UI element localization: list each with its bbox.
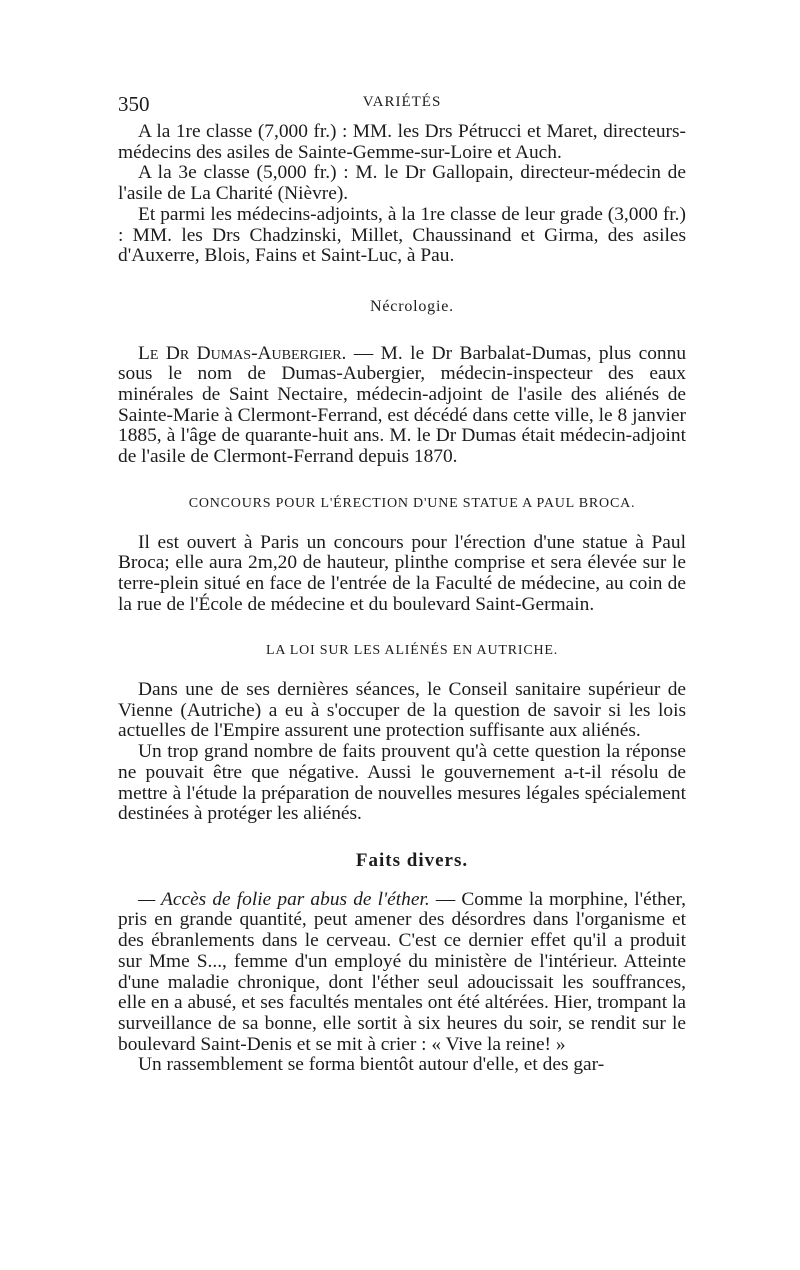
necrologie-name: Le Dr Dumas-Aubergier.: [138, 342, 347, 364]
page-number: 350: [118, 92, 150, 116]
faits-paragraph-1: [118, 890, 686, 1056]
faits-paragraph-2: Un rassemblement se forma bientôt autour d'elle, et des gar-: [138, 1054, 605, 1076]
faits-heading: — Accès de folie par abus de l'éther.: [138, 888, 430, 910]
promotion-paragraph-1: A la 1re classe (7,000 fr.) : MM. les Drs Pétrucci et Maret, directeurs-médecins des asiles de Sainte-Gemme-sur-Loire et Auch.: [118, 121, 686, 163]
page-header: [118, 92, 686, 116]
faits-text: — Comme la morphine, l'éther, pris en grande quantité, peut amener des désordres dans l'organisme et des ébranlements dans le cerveau. C'est ce dernier effet qu'il a produit sur Mme S..., femme d'un employé du ministère de l'intérieur. Atteinte d'une maladie chronique, dont l'éther seul adoucissait les souffrances, elle en a abusé, et ses facultés mentales ont été altérées. Hier, trompant la surveillance de sa bonne, elle sortit à six heures du soir, se rendit sur le boulevard Saint-Denis et se mit à crier : « Vive la reine! »: [118, 888, 686, 1055]
promotion-paragraph-2: A la 3e classe (5,000 fr.) : M. le Dr Gallopain, directeur-médecin de l'asile de La Charité (Nièvre).: [118, 162, 686, 205]
loi-paragraph-2: Un trop grand nombre de faits prouvent qu'à cette question la réponse ne pouvait être que négative. Aussi le gouvernement a-t-il résolu de mettre à l'étude la préparation de nouvelles mesures légales spécialement destinées à protéger les aliénés.: [118, 741, 686, 825]
page-body: [118, 122, 686, 1076]
necrologie-paragraph: [118, 344, 686, 468]
loi-paragraph-1: Dans une de ses dernières séances, le Conseil sanitaire supérieur de Vienne (Autriche) a eu à s'occuper de la question de savoir si les lois actuelles de l'Empire assurent une protection suffisante aux aliénés.: [118, 679, 686, 742]
necrologie-title: Nécrologie.: [370, 297, 454, 315]
promotion-paragraph-3: Et parmi les médecins-adjoints, à la 1re classe de leur grade (3,000 fr.) : MM. les Drs Chadzinski, Millet, Chaussinand et Girma, des asiles d'Auxerre, Blois, Fains et Saint-Luc, à Pau.: [118, 203, 686, 267]
loi-title: LA LOI SUR LES ALIÉNÉS EN AUTRICHE.: [265, 643, 559, 659]
running-head: VARIÉTÉS: [362, 94, 442, 110]
concours-paragraph: Il est ouvert à Paris un concours pour l'érection d'une statue à Paul Broca; elle aura 2m,20 de hauteur, plinthe comprise et sera élevée sur le terre-plein situé en face de l'entrée de la Faculté de médecine, au coin de la rue de l'École de médecine et du boulevard Saint-Germain.: [118, 531, 686, 615]
concours-title: CONCOURS POUR L'ÉRECTION D'UNE STATUE A PAUL BROCA.: [188, 495, 636, 511]
necrologie-text: — M. le Dr Barbalat-Dumas, plus connu sous le nom de Dumas-Aubergier, médecin-inspecteur des eaux minérales de Saint Nectaire, médecin-adjoint de l'asile des aliénés de Sainte-Marie à Clermont-Ferrand, est décédé dans cette ville, le 8 janvier 1885, à l'âge de quarante-huit ans. M. le Dr Dumas était médecin-adjoint de l'asile de Clermont-Ferrand depuis 1870.: [118, 342, 687, 468]
faits-divers-title: Faits divers.: [355, 849, 469, 871]
